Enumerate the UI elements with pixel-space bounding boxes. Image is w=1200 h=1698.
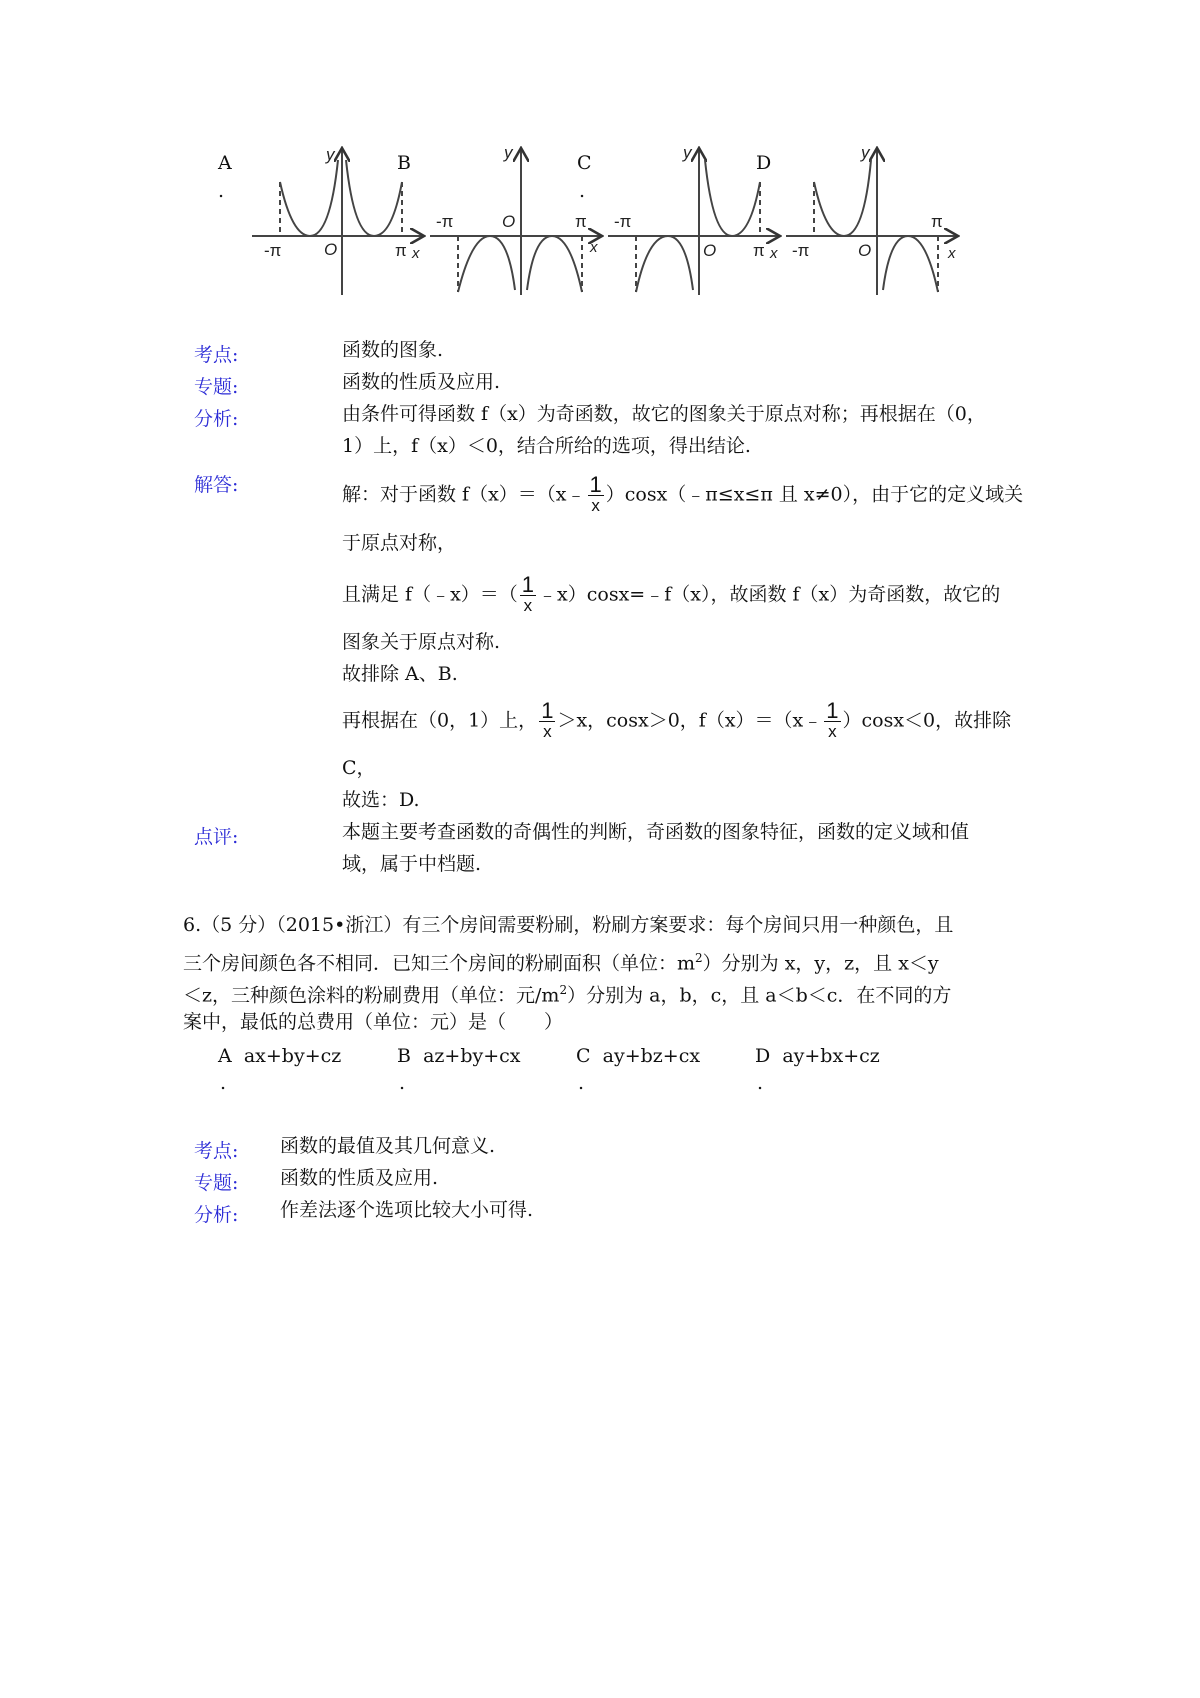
q5-jieda-line8: 故选：D.: [342, 789, 420, 811]
q6-option-d: [755, 1041, 880, 1071]
q6-line3-a: ＜z，三种颜色涂料的粉刷费用（单位：元/m: [183, 984, 560, 1007]
graph-b-origin-label: O: [502, 212, 516, 231]
q6-zhuanti-text: 函数的性质及应用.: [280, 1167, 439, 1189]
graph-d-neg-pi-label: -π: [792, 241, 810, 260]
q6-option-a-dot: .: [220, 1072, 227, 1094]
q6-line3-b: ）分别为 a，b，c，且 a＜b＜c．在不同的方: [567, 984, 952, 1007]
q6-stem-line2: [183, 943, 939, 978]
frac-denominator: x: [591, 496, 600, 515]
frac-denominator: x: [543, 722, 552, 741]
fraction-1-over-x: [539, 698, 555, 742]
q5-jieda-line6: [342, 698, 1012, 742]
q6-stem-line4: 案中，最低的总费用（单位：元）是（ ）: [183, 1011, 564, 1033]
option-dot-a: .: [218, 180, 225, 202]
q5-jieda-line1: [342, 472, 1024, 516]
graph-c-x-label: x: [770, 245, 778, 262]
graph-a: [252, 150, 422, 295]
q6-zhuanti-label: 专题:: [194, 1172, 239, 1194]
q5-kaodian-label: 考点:: [194, 344, 239, 366]
q5-j3-a: 且满足 f（﹣x）＝（: [342, 583, 518, 606]
q5-dianping-line1: 本题主要考查函数的奇偶性的判断，奇函数的图象特征，函数的定义域和值: [342, 821, 970, 843]
graph-a-neg-pi-label: -π: [264, 241, 282, 260]
q6-fenxi-label: 分析:: [194, 1204, 239, 1226]
graph-d-origin-label: O: [858, 241, 872, 260]
q5-zhuanti-label: 专题:: [194, 376, 239, 398]
q6-option-a-letter: A: [218, 1045, 232, 1067]
q5-j3-b: ﹣x）cosx=﹣f（x），故函数 f（x）为奇函数，故它的: [538, 583, 1001, 606]
fraction-1-over-x: [520, 572, 536, 616]
function-graphs: [240, 140, 980, 305]
fraction-1-over-x: [588, 472, 604, 516]
graph-b-neg-pi-label: -π: [436, 212, 454, 231]
q6-option-d-dot: .: [757, 1072, 764, 1094]
fraction-1-over-x: [824, 698, 840, 742]
frac-denominator: x: [828, 722, 837, 741]
q5-fenxi-line2: 1）上，f（x）＜0，结合所给的选项，得出结论.: [342, 435, 751, 457]
graph-a-pi-label: π: [395, 241, 407, 260]
q5-zhuanti-text: 函数的性质及应用.: [342, 371, 501, 393]
option-letter-d: D: [756, 152, 772, 174]
frac-numerator: 1: [521, 572, 535, 597]
q5-j6-c: ）cosx＜0，故排除: [842, 709, 1012, 732]
option-letter-b: B: [397, 152, 411, 174]
q6-line2-sup: 2: [695, 951, 703, 965]
q6-option-b-letter: B: [397, 1045, 411, 1067]
frac-numerator: 1: [541, 698, 554, 723]
q6-option-a-text: ax+by+cz: [243, 1045, 342, 1067]
q5-dianping-label: 点评:: [194, 826, 239, 848]
q6-option-c-letter: C: [576, 1045, 591, 1067]
q6-option-c-dot: .: [578, 1072, 585, 1094]
q6-option-b-text: az+by+cx: [423, 1045, 521, 1067]
q6-option-b: [397, 1041, 521, 1071]
graph-b-x-label: x: [590, 239, 598, 256]
graph-b-y-label: y: [504, 143, 513, 162]
q5-jieda-line3: [342, 572, 1001, 616]
q5-jieda-line2: 于原点对称，: [342, 532, 457, 554]
q5-jieda-line7: C，: [342, 757, 376, 779]
q5-j6-b: ＞x，cosx＞0，f（x）＝（x﹣: [557, 709, 823, 732]
q6-option-d-text: ay+bx+cz: [782, 1045, 880, 1067]
q6-option-c-text: ay+bz+cx: [602, 1045, 701, 1067]
graph-a-origin-label: O: [324, 240, 338, 259]
option-dot-c: .: [579, 180, 586, 202]
option-letter-c: C: [577, 152, 592, 174]
q5-j6-a: 再根据在（0，1）上，: [342, 709, 538, 732]
q6-stem-line1: 6.（5 分）（2015•浙江）有三个房间需要粉刷，粉刷方案要求：每个房间只用一种颜色，且: [183, 914, 954, 936]
q6-line2-b: ）分别为 x，y，z，且 x＜y: [702, 952, 939, 975]
q6-line3-sup: 2: [559, 983, 568, 997]
q5-fenxi-label: 分析:: [194, 408, 239, 430]
graph-d-pi-label: π: [931, 212, 943, 231]
q6-line2-a: 三个房间颜色各不相同．已知三个房间的粉刷面积（单位：m: [183, 952, 696, 975]
q6-option-a: [218, 1041, 341, 1071]
q6-option-d-letter: D: [755, 1045, 771, 1067]
q5-kaodian-text: 函数的图象.: [342, 339, 444, 361]
q6-kaodian-label: 考点:: [194, 1140, 239, 1162]
q5-jieda-line5: 故排除 A、B.: [342, 663, 458, 685]
graph-a-x-label: x: [412, 245, 420, 262]
q5-j1-b: ）cosx（﹣π≤x≤π 且 x≠0），由于它的定义域关: [605, 483, 1024, 506]
graph-d-x-label: x: [948, 245, 956, 262]
q6-option-b-dot: .: [399, 1072, 406, 1094]
graph-c-origin-label: O: [703, 241, 717, 260]
graph-c-y-label: y: [683, 143, 692, 162]
q5-dianping-line2: 域，属于中档题.: [342, 853, 482, 875]
q5-jieda-label: 解答:: [194, 474, 239, 496]
q5-j1-a: 解：对于函数 f（x）＝（x﹣: [342, 483, 586, 506]
q6-kaodian-text: 函数的最值及其几何意义.: [280, 1135, 496, 1157]
frac-denominator: x: [523, 596, 533, 615]
q6-stem-line3: [183, 975, 951, 1010]
q6-fenxi-text: 作差法逐个选项比较大小可得.: [280, 1199, 534, 1221]
graph-b-pi-label: π: [575, 212, 587, 231]
q5-fenxi-line1: 由条件可得函数 f（x）为奇函数，故它的图象关于原点对称；再根据在（0，: [342, 403, 986, 425]
frac-numerator: 1: [826, 698, 839, 723]
q5-jieda-line4: 图象关于原点对称.: [342, 631, 501, 653]
q6-option-c: [576, 1041, 700, 1071]
graph-a-y-label: y: [326, 145, 335, 164]
graph-c-neg-pi-label: -π: [614, 212, 632, 231]
graph-d-y-label: y: [861, 143, 870, 162]
graph-c: [608, 150, 778, 295]
graph-c-pi-label: π: [753, 241, 765, 260]
option-letter-a: A: [218, 152, 232, 174]
frac-numerator: 1: [589, 472, 602, 497]
